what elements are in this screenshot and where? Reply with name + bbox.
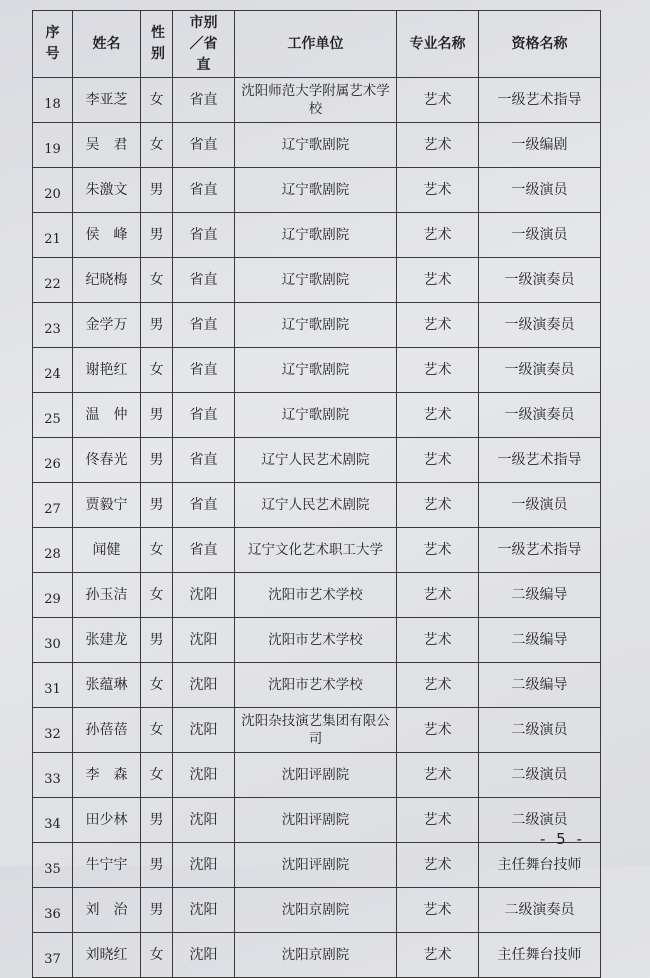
cell-major: 艺术 (397, 528, 479, 573)
cell-name: 孙蓓蓓 (73, 708, 141, 753)
cell-qualification: 一级演员 (479, 213, 601, 258)
cell-city: 沈阳 (173, 708, 235, 753)
table-row (33, 483, 601, 528)
table-row (33, 123, 601, 168)
cell-city: 省直 (173, 528, 235, 573)
cell-no: 21 (33, 213, 73, 258)
table-row (33, 528, 601, 573)
cell-name: 金学万 (73, 303, 141, 348)
cell-qualification: 二级演奏员 (479, 888, 601, 933)
header-name: 姓名 (73, 11, 141, 78)
table-body (33, 78, 601, 978)
cell-unit: 辽宁歌剧院 (235, 348, 397, 393)
personnel-table (32, 10, 601, 978)
cell-sex: 女 (141, 933, 173, 978)
cell-major: 艺术 (397, 213, 479, 258)
cell-no: 30 (33, 618, 73, 663)
cell-no: 35 (33, 843, 73, 888)
cell-name: 贾毅宁 (73, 483, 141, 528)
cell-unit: 沈阳评剧院 (235, 798, 397, 843)
cell-major: 艺术 (397, 393, 479, 438)
cell-unit: 沈阳京剧院 (235, 933, 397, 978)
cell-city: 沈阳 (173, 573, 235, 618)
cell-major: 艺术 (397, 168, 479, 213)
cell-no: 26 (33, 438, 73, 483)
cell-qualification: 二级演员 (479, 708, 601, 753)
header-city: 市别／省直 (173, 11, 235, 78)
cell-name: 刘 治 (73, 888, 141, 933)
cell-unit: 辽宁歌剧院 (235, 213, 397, 258)
cell-city: 沈阳 (173, 933, 235, 978)
cell-name: 侯 峰 (73, 213, 141, 258)
cell-qualification: 一级演奏员 (479, 303, 601, 348)
cell-qualification: 一级艺术指导 (479, 78, 601, 123)
cell-qualification: 主任舞台技师 (479, 843, 601, 888)
cell-major: 艺术 (397, 933, 479, 978)
cell-no: 34 (33, 798, 73, 843)
cell-city: 省直 (173, 168, 235, 213)
table-row (33, 573, 601, 618)
cell-unit: 辽宁歌剧院 (235, 393, 397, 438)
cell-major: 艺术 (397, 438, 479, 483)
cell-no: 24 (33, 348, 73, 393)
cell-no: 18 (33, 78, 73, 123)
cell-no: 20 (33, 168, 73, 213)
table-row (33, 798, 601, 843)
cell-name: 牛宁宇 (73, 843, 141, 888)
cell-name: 吴 君 (73, 123, 141, 168)
table-row (33, 168, 601, 213)
cell-name: 张蕴琳 (73, 663, 141, 708)
cell-qualification: 二级编导 (479, 618, 601, 663)
cell-unit: 沈阳市艺术学校 (235, 618, 397, 663)
cell-name: 李 森 (73, 753, 141, 798)
cell-unit: 辽宁歌剧院 (235, 303, 397, 348)
cell-major: 艺术 (397, 573, 479, 618)
cell-sex: 女 (141, 708, 173, 753)
cell-name: 纪晓梅 (73, 258, 141, 303)
header-no: 序号 (33, 11, 73, 78)
cell-unit: 辽宁人民艺术剧院 (235, 483, 397, 528)
table-row (33, 303, 601, 348)
cell-unit: 辽宁歌剧院 (235, 168, 397, 213)
cell-city: 省直 (173, 438, 235, 483)
cell-sex: 男 (141, 438, 173, 483)
cell-qualification: 二级演员 (479, 753, 601, 798)
cell-major: 艺术 (397, 798, 479, 843)
table-row (33, 663, 601, 708)
cell-no: 33 (33, 753, 73, 798)
table-row (33, 708, 601, 753)
cell-qualification: 一级演奏员 (479, 393, 601, 438)
cell-major: 艺术 (397, 78, 479, 123)
page-number: - 5 - (540, 830, 585, 848)
cell-sex: 男 (141, 168, 173, 213)
cell-major: 艺术 (397, 483, 479, 528)
cell-name: 刘晓红 (73, 933, 141, 978)
cell-qualification: 一级艺术指导 (479, 528, 601, 573)
cell-name: 李亚芝 (73, 78, 141, 123)
cell-sex: 男 (141, 888, 173, 933)
cell-city: 省直 (173, 303, 235, 348)
table-row (33, 393, 601, 438)
cell-major: 艺术 (397, 753, 479, 798)
table-row (33, 888, 601, 933)
cell-sex: 男 (141, 393, 173, 438)
cell-unit: 沈阳市艺术学校 (235, 573, 397, 618)
header-major: 专业名称 (397, 11, 479, 78)
cell-name: 佟春光 (73, 438, 141, 483)
cell-major: 艺术 (397, 888, 479, 933)
cell-name: 温 仲 (73, 393, 141, 438)
header-sex: 性别 (141, 11, 173, 78)
table-row (33, 438, 601, 483)
cell-city: 省直 (173, 123, 235, 168)
cell-no: 32 (33, 708, 73, 753)
cell-sex: 女 (141, 348, 173, 393)
cell-unit: 沈阳师范大学附属艺术学校 (235, 78, 397, 123)
cell-sex: 男 (141, 843, 173, 888)
cell-sex: 男 (141, 303, 173, 348)
cell-unit: 沈阳评剧院 (235, 753, 397, 798)
cell-sex: 男 (141, 798, 173, 843)
table-row (33, 78, 601, 123)
cell-qualification: 二级编导 (479, 573, 601, 618)
table-row (33, 753, 601, 798)
cell-name: 田少林 (73, 798, 141, 843)
cell-qualification: 一级演员 (479, 483, 601, 528)
cell-sex: 女 (141, 663, 173, 708)
cell-major: 艺术 (397, 708, 479, 753)
table-row (33, 213, 601, 258)
cell-qualification: 一级演奏员 (479, 348, 601, 393)
table-row (33, 618, 601, 663)
cell-city: 省直 (173, 78, 235, 123)
cell-city: 省直 (173, 483, 235, 528)
cell-city: 省直 (173, 258, 235, 303)
cell-qualification: 一级演员 (479, 168, 601, 213)
cell-unit: 沈阳市艺术学校 (235, 663, 397, 708)
cell-unit: 辽宁文化艺术职工大学 (235, 528, 397, 573)
cell-sex: 男 (141, 213, 173, 258)
cell-qualification: 二级编导 (479, 663, 601, 708)
cell-name: 孙玉洁 (73, 573, 141, 618)
cell-city: 沈阳 (173, 888, 235, 933)
cell-major: 艺术 (397, 258, 479, 303)
cell-unit: 沈阳杂技演艺集团有限公司 (235, 708, 397, 753)
table-row (33, 843, 601, 888)
cell-major: 艺术 (397, 348, 479, 393)
cell-major: 艺术 (397, 123, 479, 168)
cell-sex: 女 (141, 78, 173, 123)
cell-no: 37 (33, 933, 73, 978)
cell-name: 张建龙 (73, 618, 141, 663)
table-row (33, 348, 601, 393)
cell-city: 省直 (173, 213, 235, 258)
cell-city: 沈阳 (173, 753, 235, 798)
cell-sex: 男 (141, 618, 173, 663)
cell-no: 27 (33, 483, 73, 528)
cell-no: 22 (33, 258, 73, 303)
cell-unit: 沈阳评剧院 (235, 843, 397, 888)
cell-city: 沈阳 (173, 618, 235, 663)
table-row (33, 258, 601, 303)
cell-qualification: 一级演奏员 (479, 258, 601, 303)
cell-sex: 女 (141, 528, 173, 573)
table-row (33, 933, 601, 978)
cell-unit: 辽宁歌剧院 (235, 123, 397, 168)
cell-major: 艺术 (397, 843, 479, 888)
cell-sex: 男 (141, 483, 173, 528)
cell-name: 朱激文 (73, 168, 141, 213)
cell-city: 沈阳 (173, 798, 235, 843)
cell-city: 省直 (173, 348, 235, 393)
table-header-row (33, 11, 601, 78)
cell-unit: 沈阳京剧院 (235, 888, 397, 933)
cell-no: 29 (33, 573, 73, 618)
cell-no: 28 (33, 528, 73, 573)
cell-no: 25 (33, 393, 73, 438)
cell-city: 沈阳 (173, 843, 235, 888)
cell-unit: 辽宁歌剧院 (235, 258, 397, 303)
cell-sex: 女 (141, 258, 173, 303)
cell-city: 沈阳 (173, 663, 235, 708)
cell-no: 19 (33, 123, 73, 168)
header-unit: 工作单位 (235, 11, 397, 78)
cell-no: 23 (33, 303, 73, 348)
cell-city: 省直 (173, 393, 235, 438)
cell-no: 31 (33, 663, 73, 708)
cell-sex: 女 (141, 123, 173, 168)
cell-qualification: 二级演员 (479, 798, 601, 843)
cell-sex: 女 (141, 753, 173, 798)
cell-qualification: 主任舞台技师 (479, 933, 601, 978)
header-qualification: 资格名称 (479, 11, 601, 78)
cell-unit: 辽宁人民艺术剧院 (235, 438, 397, 483)
cell-no: 36 (33, 888, 73, 933)
cell-major: 艺术 (397, 303, 479, 348)
cell-major: 艺术 (397, 618, 479, 663)
cell-qualification: 一级编剧 (479, 123, 601, 168)
cell-name: 谢艳红 (73, 348, 141, 393)
cell-qualification: 一级艺术指导 (479, 438, 601, 483)
cell-major: 艺术 (397, 663, 479, 708)
cell-sex: 女 (141, 573, 173, 618)
cell-name: 闻健 (73, 528, 141, 573)
